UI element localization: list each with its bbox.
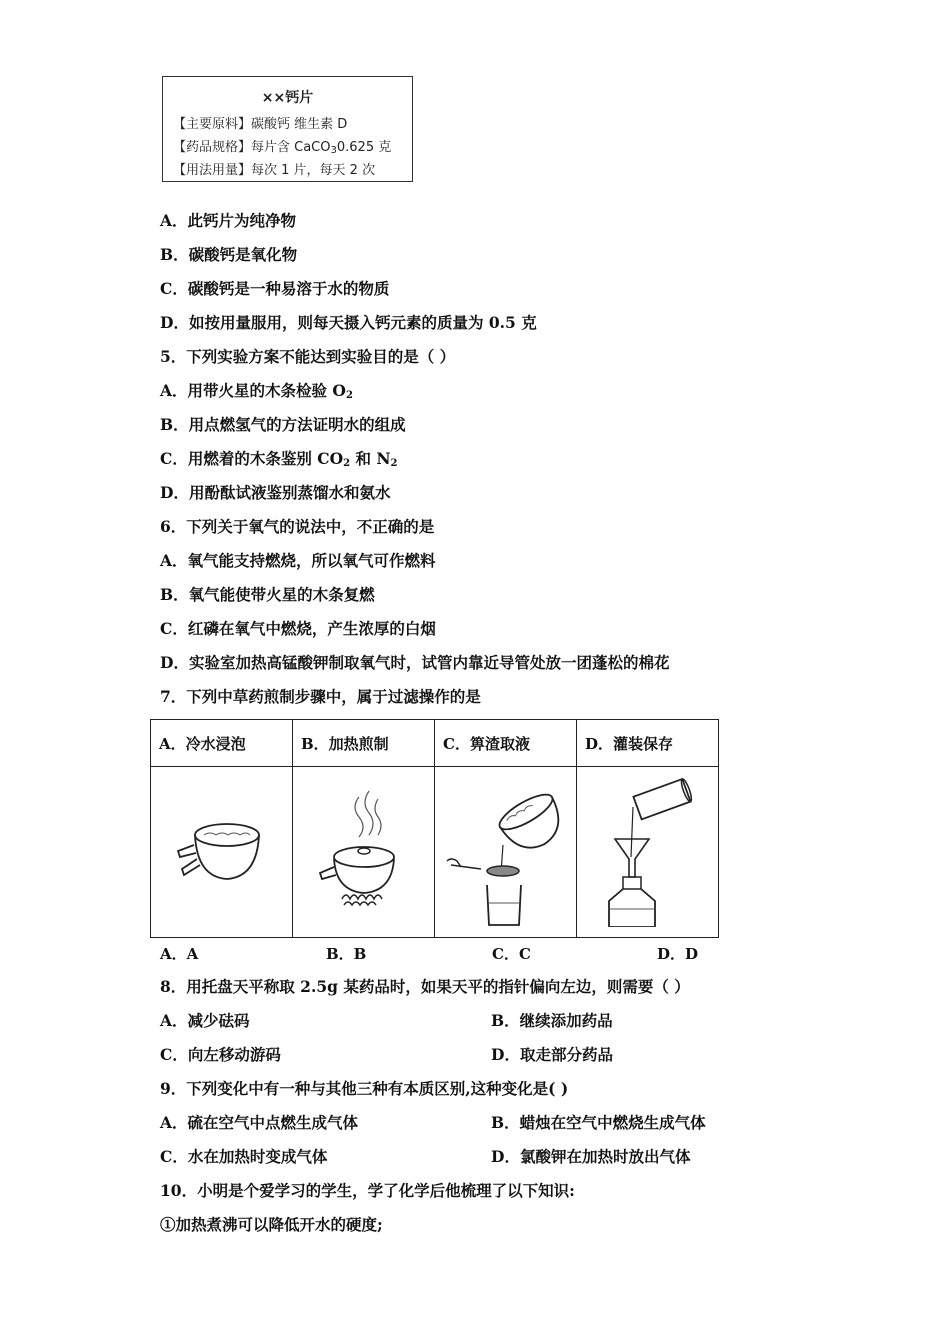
straining-icon (441, 777, 571, 927)
q7-image-soak (151, 767, 293, 938)
q9-option-d: D．氯酸钾在加热时放出气体 (491, 1147, 691, 1166)
q4-option-b: B．碳酸钙是氧化物 (160, 245, 298, 264)
soaking-pot-icon (172, 807, 272, 897)
q7-image-bottle (577, 767, 719, 938)
label-ingredients: 【主要原料】碳酸钙 维生素 D (173, 117, 348, 132)
q7-image-boil (293, 767, 435, 938)
q4-option-a: A．此钙片为纯净物 (160, 211, 297, 230)
q8-option-a: A．减少砝码 (160, 1011, 250, 1030)
q5-option-a: A．用带火星的木条检验 $O_2$ (160, 381, 353, 401)
q6-option-d: D．实验室加热高锰酸钾制取氧气时，试管内靠近导管处放一团蓬松的棉花 (160, 653, 670, 672)
q7-option-b: B．B (326, 945, 367, 963)
boiling-pot-icon (314, 787, 414, 917)
q7-stem: 7．下列中草药煎制步骤中，属于过滤操作的是 (160, 687, 481, 706)
q7-header-a: A．冷水浸泡 (151, 720, 293, 767)
q10-item-1: ①加热煮沸可以降低开水的硬度; (160, 1215, 383, 1234)
q7-header-b: B．加热煎制 (293, 720, 435, 767)
q9-option-a: A．硫在空气中点燃生成气体 (160, 1113, 359, 1132)
q7-option-a: A．A (160, 945, 199, 963)
q9-stem: 9．下列变化中有一种与其他三种有本质区别,这种变化是( ) (160, 1079, 569, 1098)
q5-option-b: B．用点燃氢气的方法证明水的组成 (160, 415, 406, 434)
q6-option-a: A．氧气能支持燃烧，所以氧气可作燃料 (160, 551, 436, 570)
q8-option-c: C．向左移动游码 (160, 1045, 281, 1064)
q6-stem: 6．下列关于氧气的说法中，不正确的是 (160, 517, 435, 536)
bottling-icon (593, 777, 703, 927)
q10-stem: 10．小明是个爱学习的学生，学了化学后他梳理了以下知识: (160, 1181, 575, 1200)
q8-stem: 8．用托盘天平称取 2.5g 某药品时，如果天平的指针偏向左边，则需要（ ） (160, 977, 690, 996)
q7-header-d: D．灌装保存 (577, 720, 719, 767)
q9-option-c: C．水在加热时变成气体 (160, 1147, 328, 1166)
q4-option-d: D．如按用量服用，则每天摄入钙元素的质量为 0.5 克 (160, 313, 537, 332)
label-dosage: 【用法用量】每次 1 片，每天 2 次 (173, 163, 376, 178)
calcium-tablet-label (162, 76, 413, 182)
q6-option-c: C．红磷在氧气中燃烧，产生浓厚的白烟 (160, 619, 436, 638)
q5-option-c: C．用燃着的木条鉴别 $CO_2$ 和 $N_2$ (160, 449, 398, 469)
q7-option-c: C．C (492, 945, 531, 963)
q9-option-b: B．蜡烛在空气中燃烧生成气体 (491, 1113, 706, 1132)
q7-steps-table (150, 719, 719, 938)
q7-header-c: C．箅渣取液 (435, 720, 577, 767)
q4-option-c: C．碳酸钙是一种易溶于水的物质 (160, 279, 390, 298)
q6-option-b: B．氧气能使带火星的木条复燃 (160, 585, 375, 604)
label-spec: 【药品规格】每片含 CaCO$_3$0.625 克 (173, 140, 392, 156)
q8-option-b: B．继续添加药品 (491, 1011, 613, 1030)
q5-option-d: D．用酚酞试液鉴别蒸馏水和氨水 (160, 483, 391, 502)
q8-option-d: D．取走部分药品 (491, 1045, 613, 1064)
label-title: ××钙片 (261, 90, 314, 106)
q5-stem: 5．下列实验方案不能达到实验目的是（ ） (160, 347, 456, 366)
q7-option-d: D．D (657, 945, 699, 963)
q7-image-strain (435, 767, 577, 938)
